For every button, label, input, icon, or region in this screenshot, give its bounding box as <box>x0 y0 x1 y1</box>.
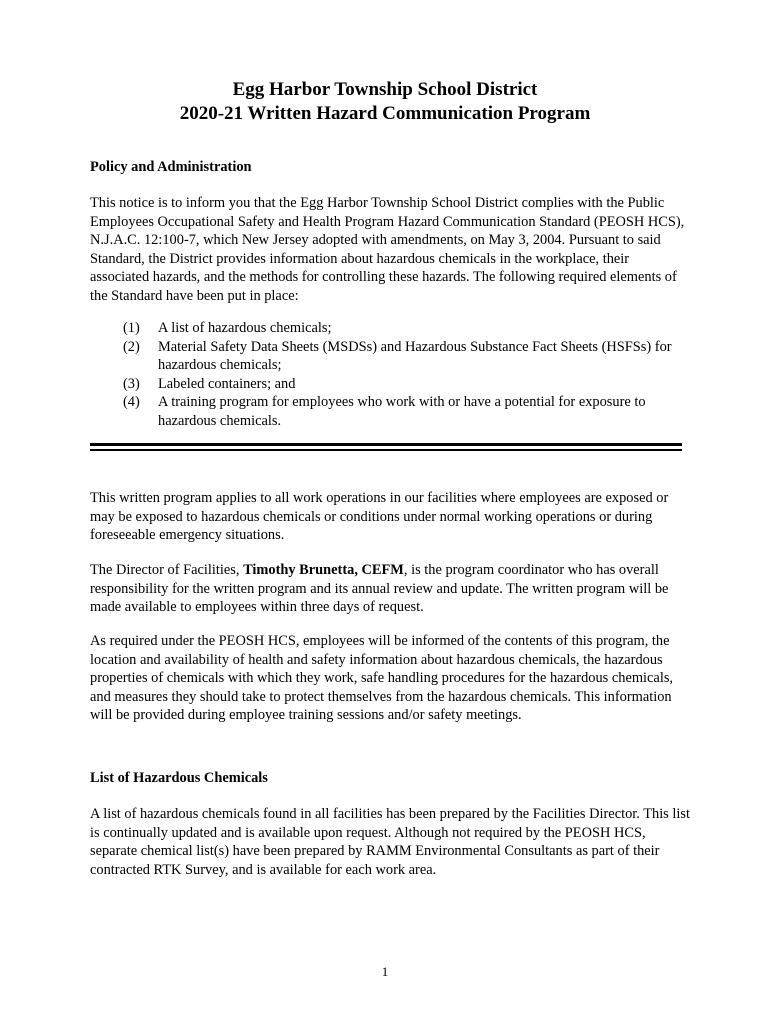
list-item <box>123 393 693 430</box>
list-item-number: (2) <box>123 338 140 355</box>
director-text-after: , is the program coordinator who has overall responsibility for the written program and its annual review and update. The written program will be made available to employees within three days of request. <box>90 562 669 615</box>
policy-intro-paragraph: This notice is to inform you that the Egg Harbor Township School District complies with the Public Employees Occupational Safety and Health Program Hazard Communication Standard (PEOSH HCS), N.J.A.C. 12:100-7, which New Jersey adopted with amendments, on May 3, 2004. Pursuant to said Standard, the District provides information about hazardous chemicals in the workplace, their associated hazards, and the methods for controlling these hazards. The following required elements of the Standard have been put in place: <box>90 195 685 304</box>
section-heading-policy: Policy and Administration <box>90 159 252 175</box>
scope-paragraph: This written program applies to all work operations in our facilities where employees are exposed or may be exposed to hazardous chemicals or conditions under normal working operations or during foreseeable emergency situations. <box>90 490 669 543</box>
title-line-2: 2020-21 Written Hazard Communication Program <box>179 103 591 124</box>
list-item <box>123 319 693 338</box>
title-line-1: Egg Harbor Township School District <box>232 79 538 100</box>
chemical-list-paragraph: A list of hazardous chemicals found in all facilities has been prepared by the Facilities Director. This list is continually updated and is available upon request. Although not required by the PEOSH HCS, separate chemical list(s) have been prepared by RAMM Environmental Consultants as part of their contracted RTK Survey, and is available for each work area. <box>90 806 690 878</box>
director-paragraph <box>90 561 690 617</box>
document-title <box>0 78 770 126</box>
list-item-text: A training program for employees who work with or have a potential for exposure to hazardous chemicals. <box>158 394 646 429</box>
page-number: 1 <box>381 964 389 979</box>
list-item <box>123 338 693 375</box>
divider-thin <box>90 449 682 451</box>
director-name: Timothy Brunetta, CEFM <box>243 562 404 578</box>
list-item <box>123 375 693 394</box>
list-item-text: Material Safety Data Sheets (MSDSs) and Hazardous Substance Fact Sheets (HSFSs) for hazardous chemicals; <box>158 338 672 373</box>
director-text-before: The Director of Facilities, <box>90 562 244 578</box>
list-item-number: (3) <box>123 375 140 392</box>
employee-information-paragraph: As required under the PEOSH HCS, employees will be informed of the contents of this program, the location and availability of health and safety information about hazardous chemicals, the hazardous properties of chemicals with which they work, safe handling procedures for the hazardous chemicals, and measures they should take to protect themselves from the hazardous chemicals. This information will be provided during employee training sessions and/or safety meetings. <box>90 633 674 723</box>
list-item-number: (1) <box>123 320 140 336</box>
required-elements-list <box>123 319 693 430</box>
list-item-text: Labeled containers; and <box>158 375 296 392</box>
list-item-number: (4) <box>123 394 140 410</box>
section-heading-chemical-list: List of Hazardous Chemicals <box>90 770 268 786</box>
list-item-text: A list of hazardous chemicals; <box>158 320 332 336</box>
divider-thick <box>90 443 682 446</box>
